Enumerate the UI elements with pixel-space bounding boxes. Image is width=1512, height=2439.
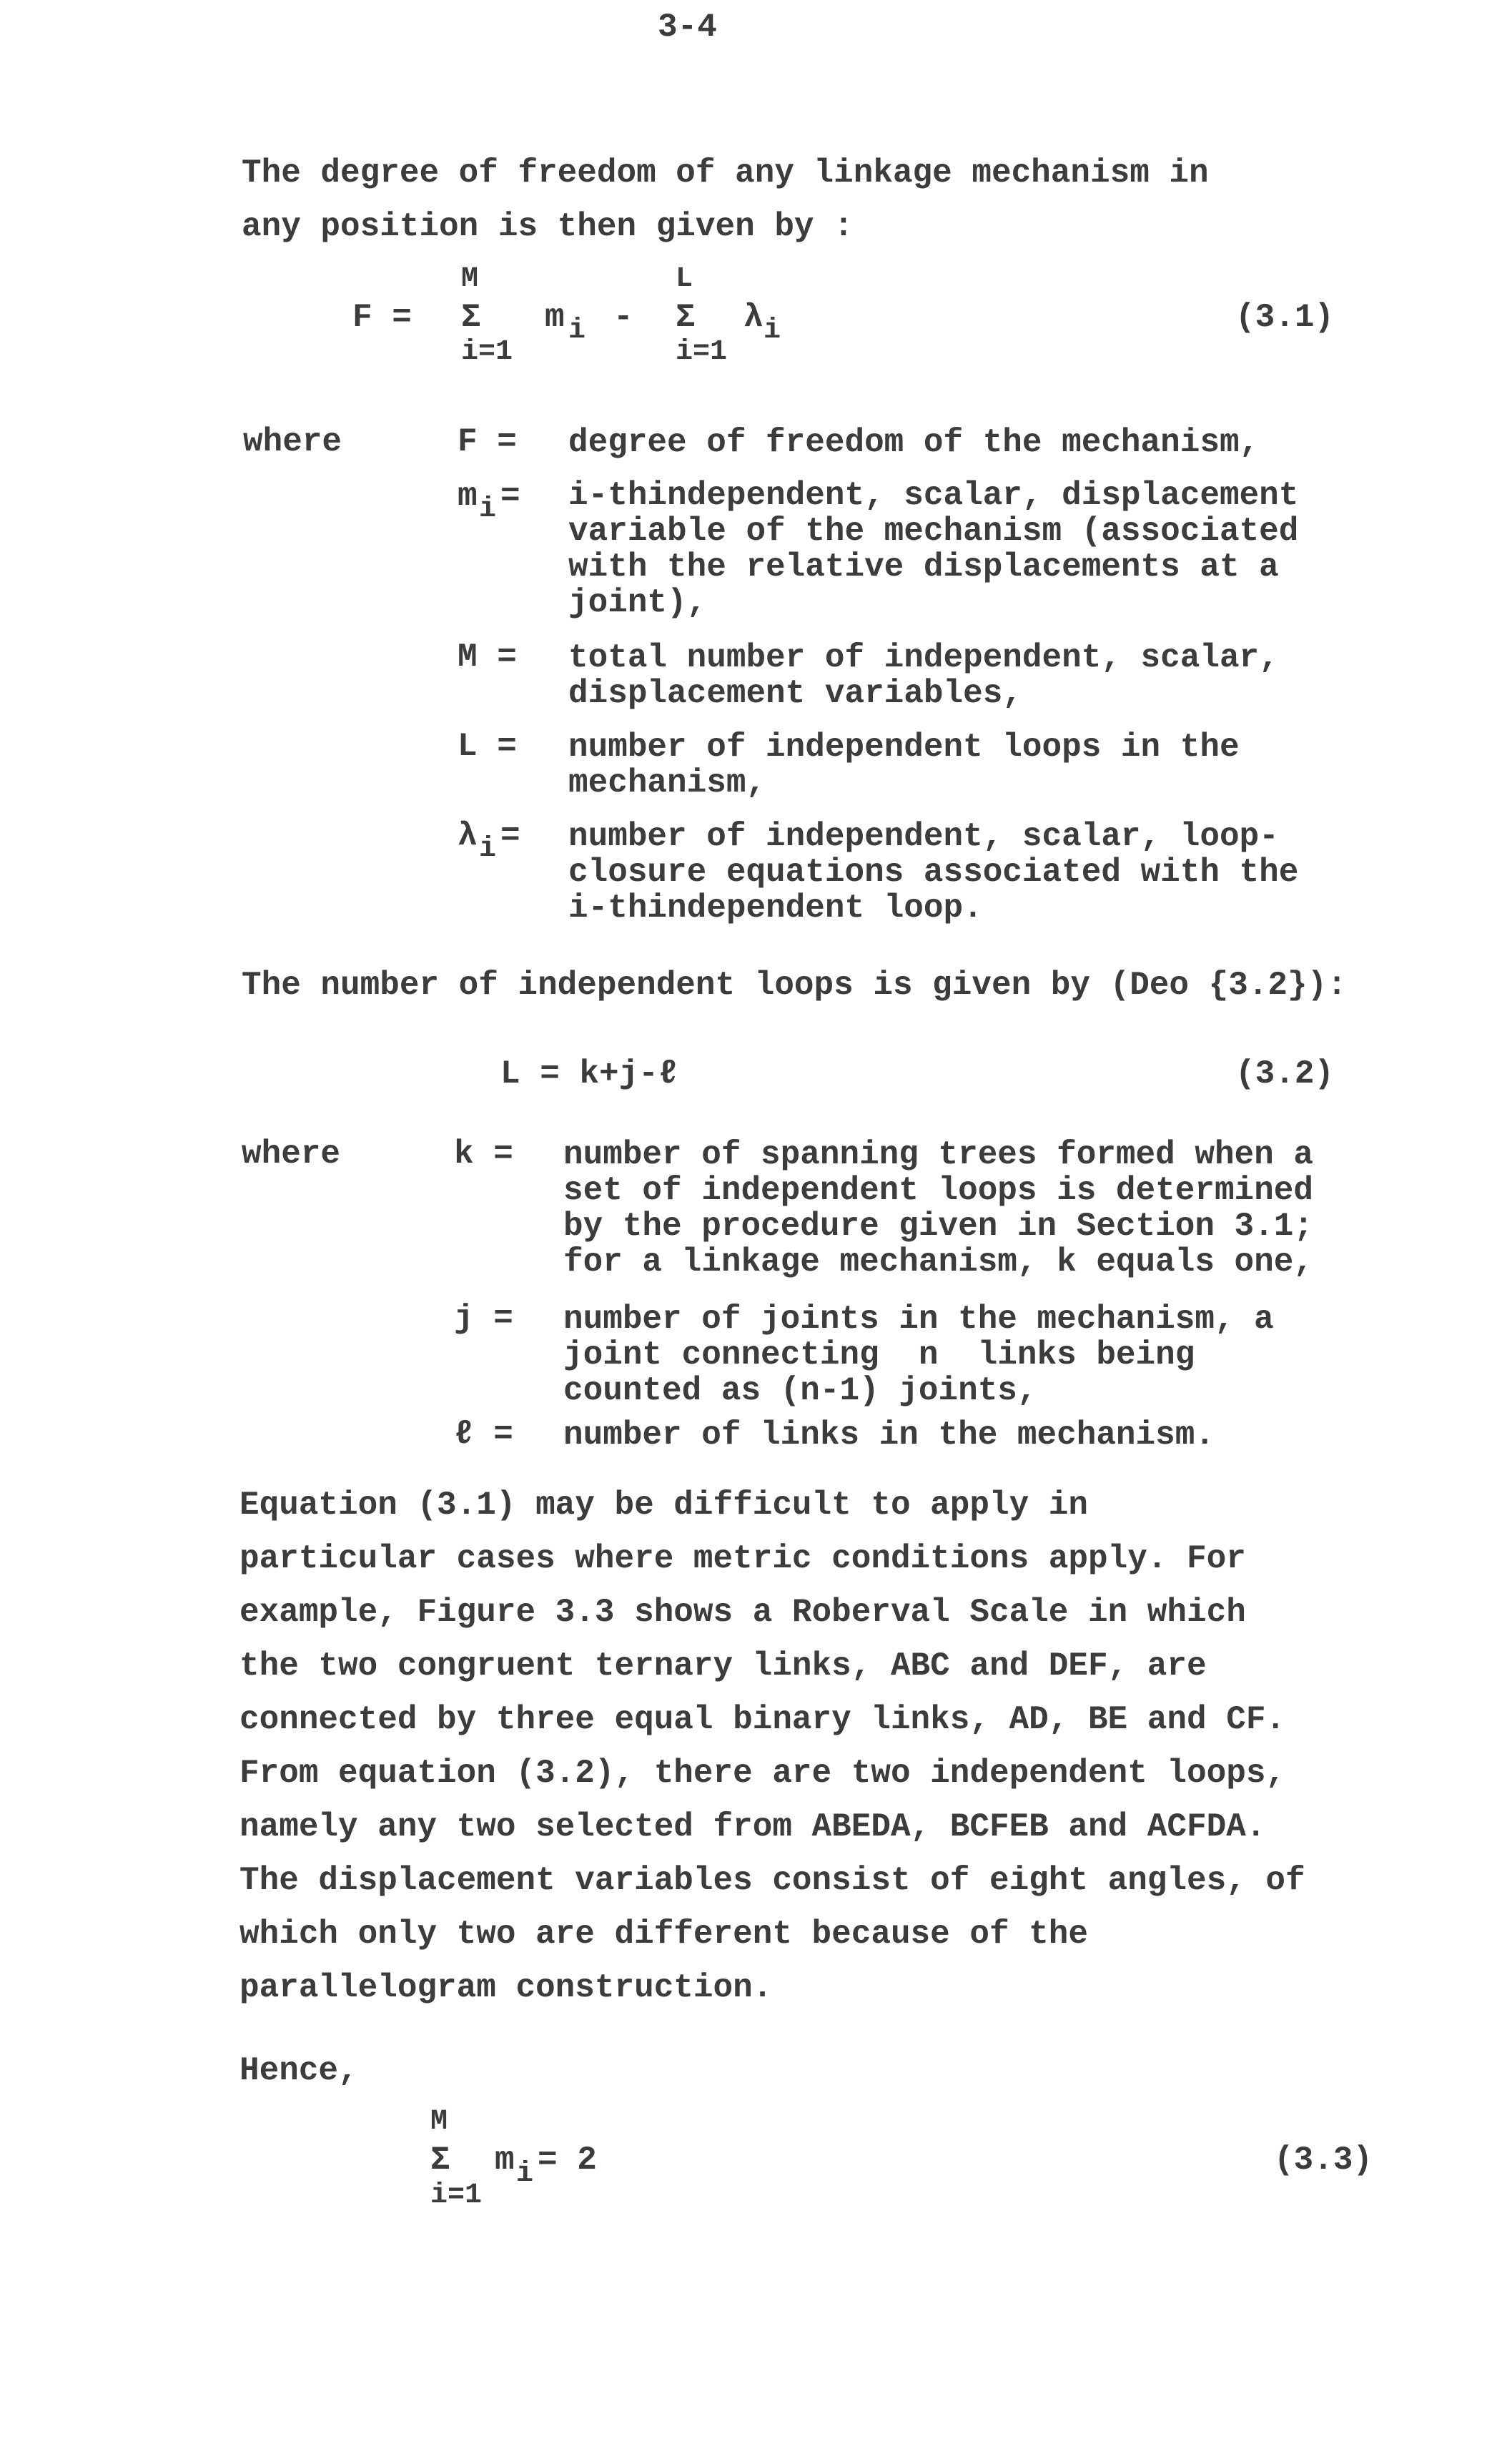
where-label: where bbox=[242, 1135, 341, 1173]
eq31-sub-i: i bbox=[568, 315, 586, 347]
paragraph-line: The displacement variables consist of eight angles, of bbox=[239, 1862, 1305, 1899]
def-line: i-thindependent, scalar, displacement bbox=[568, 477, 1299, 514]
def-line: for a linkage mechanism, k equals one, bbox=[563, 1243, 1313, 1281]
body-paragraph bbox=[239, 1479, 1441, 2015]
def-line: number of spanning trees formed when a bbox=[563, 1136, 1313, 1173]
eq31-label: (3.1) bbox=[1235, 299, 1335, 336]
eq31-sum-upper-2: L bbox=[676, 263, 693, 295]
def-symbol-F: F = bbox=[458, 423, 517, 460]
def-line: i-thindependent loop. bbox=[568, 890, 983, 927]
loops-intro: The number of independent loops is given by (Deo {3.2}): bbox=[242, 967, 1347, 1004]
eq33-upper: M bbox=[430, 2106, 448, 2138]
eq31-sum-lower-2: i=1 bbox=[676, 336, 728, 368]
eq32-label: (3.2) bbox=[1235, 1055, 1335, 1093]
def-line: joint connecting n links being bbox=[563, 1336, 1195, 1374]
def-text-l bbox=[563, 1417, 1407, 1453]
eq31-sum-lower: i=1 bbox=[461, 336, 513, 368]
paragraph-line: example, Figure 3.3 shows a Roberval Scale in which bbox=[239, 1594, 1246, 1631]
eq33-rhs: = 2 bbox=[538, 2142, 597, 2179]
eq31-sigma-2: Σ bbox=[676, 299, 696, 336]
paragraph-line: which only two are different because of the bbox=[239, 1916, 1088, 1953]
paragraph-line: namely any two selected from ABEDA, BCFEB and ACFDA. bbox=[239, 1808, 1266, 1846]
def-line: joint), bbox=[568, 584, 707, 621]
def-symbol-l: ℓ = bbox=[454, 1416, 513, 1453]
def-symbol-M: M = bbox=[458, 639, 517, 676]
def-symbol-lambda-eq: = bbox=[500, 817, 520, 854]
eq33-label: (3.3) bbox=[1274, 2142, 1373, 2179]
def-text-mi bbox=[568, 478, 1412, 621]
def-line: number of joints in the mechanism, a bbox=[563, 1301, 1274, 1338]
def-text-k bbox=[563, 1137, 1407, 1280]
def-line: total number of independent, scalar, bbox=[568, 639, 1279, 676]
def-line: number of links in the mechanism. bbox=[563, 1416, 1215, 1454]
eq31-minus: - bbox=[613, 299, 633, 336]
def-text-L bbox=[568, 729, 1412, 801]
where-label: where bbox=[243, 423, 342, 460]
def-symbol-j: j = bbox=[454, 1300, 513, 1337]
def-text-F bbox=[568, 425, 1412, 460]
def-line: displacement variables, bbox=[568, 675, 1022, 712]
eq32-body: L = k+j-ℓ bbox=[500, 1055, 678, 1093]
def-line: by the procedure given in Section 3.1; bbox=[563, 1208, 1313, 1245]
intro-paragraph bbox=[242, 147, 1443, 254]
eq31-term-m: m bbox=[545, 299, 565, 336]
def-symbol-lambda: λ bbox=[458, 817, 478, 854]
eq31-sub-i-2: i bbox=[764, 315, 781, 347]
page-number: 3-4 bbox=[658, 9, 717, 46]
intro-line: The degree of freedom of any linkage mechanism in bbox=[242, 154, 1209, 192]
paragraph-line: the two congruent ternary links, ABC and DEF, are bbox=[239, 1647, 1207, 1685]
eq33-lower: i=1 bbox=[430, 2179, 483, 2212]
def-line: counted as (n-1) joints, bbox=[563, 1372, 1037, 1409]
def-symbol-mi: m bbox=[458, 478, 478, 515]
paragraph-line: Equation (3.1) may be difficult to apply in bbox=[239, 1487, 1088, 1524]
intro-line: any position is then given by : bbox=[242, 208, 854, 245]
def-text-lambda bbox=[568, 819, 1412, 926]
def-symbol-k: k = bbox=[454, 1135, 513, 1173]
eq31-sigma: Σ bbox=[461, 299, 481, 336]
eq31-lhs: F = bbox=[352, 299, 412, 336]
def-line: with the relative displacements at a bbox=[568, 548, 1279, 586]
def-line: number of independent, scalar, loop- bbox=[568, 818, 1279, 855]
hence-label: Hence, bbox=[239, 2052, 358, 2089]
def-symbol-lambda-sub: i bbox=[479, 833, 497, 865]
def-text-j bbox=[563, 1301, 1407, 1409]
eq31-term-lambda: λ bbox=[743, 299, 764, 336]
def-text-M bbox=[568, 640, 1412, 711]
def-line: closure equations associated with the bbox=[568, 854, 1299, 891]
def-line: mechanism, bbox=[568, 764, 766, 802]
paragraph-line: parallelogram construction. bbox=[239, 1969, 773, 2006]
def-symbol-L: L = bbox=[458, 728, 517, 765]
eq31-sum-upper: M bbox=[461, 263, 479, 295]
paragraph-line: From equation (3.2), there are two independent loops, bbox=[239, 1755, 1286, 1792]
eq33-term: m bbox=[495, 2142, 515, 2179]
def-line: number of independent loops in the bbox=[568, 729, 1240, 766]
def-line: set of independent loops is determined bbox=[563, 1172, 1313, 1209]
def-symbol-mi-eq: = bbox=[500, 478, 520, 515]
eq33-sub: i bbox=[516, 2158, 534, 2190]
eq33-sigma: Σ bbox=[430, 2142, 450, 2179]
paragraph-line: connected by three equal binary links, AD, BE and CF. bbox=[239, 1701, 1286, 1738]
def-line: variable of the mechanism (associated bbox=[568, 513, 1299, 550]
def-line: degree of freedom of the mechanism, bbox=[568, 424, 1260, 461]
paragraph-line: particular cases where metric conditions apply. For bbox=[239, 1540, 1246, 1577]
def-symbol-mi-sub: i bbox=[479, 493, 497, 526]
